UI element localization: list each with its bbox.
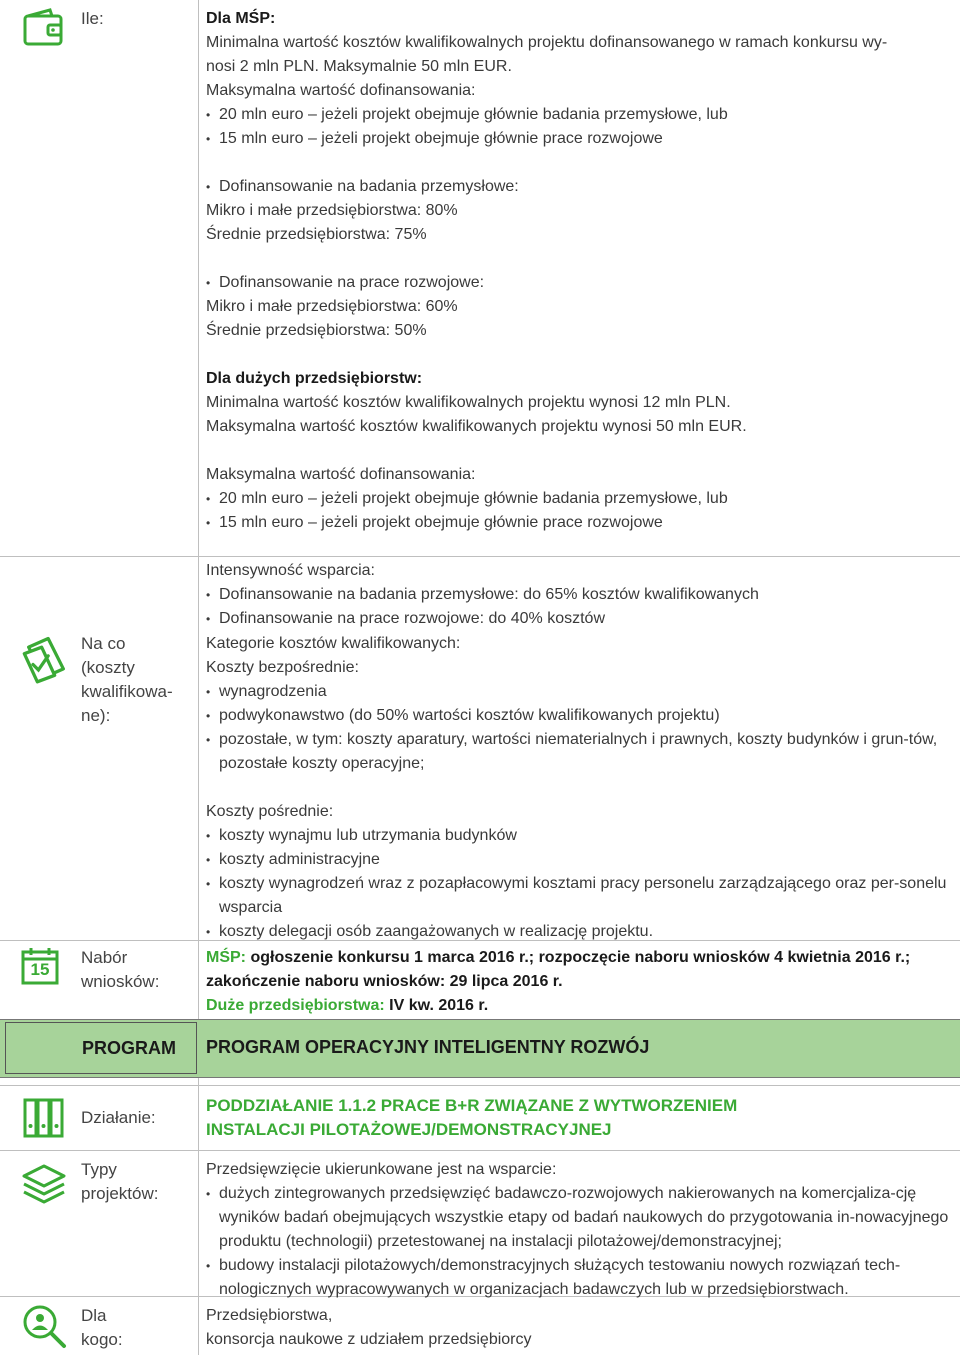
- list-item: • 15 mln euro – jeżeli projekt obejmuje głównie prace rozwojowe: [206, 511, 951, 535]
- calendar-number: 15: [30, 960, 50, 979]
- list-item: • Dofinansowanie na badania przemysłowe: do 65% kosztów kwalifikowanych: [206, 583, 951, 607]
- list-item: • koszty wynagrodzeń wraz z pozapłacowymi kosztami pracy personelu zarządzającego oraz per-sonelu wsparcia: [206, 872, 951, 920]
- badania-line: Mikro i małe przedsiębiorstwa: 80%: [206, 202, 458, 219]
- list-item: • 20 mln euro – jeżeli projekt obejmuje głównie badania przemysłowe, lub: [206, 103, 951, 127]
- direct-list: [206, 680, 951, 776]
- list-item: • 15 mln euro – jeżeli projekt obejmuje głównie prace rozwojowe: [206, 127, 951, 151]
- large-heading: Dla dużych przedsiębiorstw:: [206, 370, 423, 387]
- msp-max-list: [206, 103, 951, 151]
- layers-icon: [20, 1160, 68, 1208]
- intensity-heading: Intensywność wsparcia:: [206, 562, 375, 579]
- binders-icon: [20, 1094, 68, 1142]
- label-typy: Typy projektów:: [81, 1160, 159, 1203]
- typy-list: [206, 1182, 951, 1302]
- prace-list: [206, 271, 951, 295]
- list-item: • koszty administracyjne: [206, 848, 951, 872]
- dlakogo-line: Przedsiębiorstwa,: [206, 1307, 333, 1324]
- prace-line: Mikro i małe przedsiębiorstwa: 60%: [206, 298, 458, 315]
- intensity-list: [206, 583, 951, 631]
- label-dzialanie: Działanie:: [81, 1108, 156, 1127]
- indirect-list: [206, 824, 951, 944]
- list-item: • Dofinansowanie na prace rozwojowe: do 40% kosztów: [206, 607, 951, 631]
- list-item: • koszty wynajmu lub utrzymania budynków: [206, 824, 951, 848]
- calendar-icon: [20, 946, 60, 986]
- ile-content: [206, 7, 951, 631]
- row-divider-typy: [0, 1150, 960, 1151]
- list-item: • Dofinansowanie na badania przemysłowe:: [206, 175, 951, 199]
- msp-min-line-1: Minimalna wartość kosztów kwalifikowalnych projektu dofinansowanego w ramach konkursu wy-: [206, 34, 888, 51]
- program-banner: [0, 1019, 960, 1078]
- list-item: • Dofinansowanie na prace rozwojowe:: [206, 271, 951, 295]
- categories-heading: Kategorie kosztów kwalifikowanych:: [206, 635, 461, 652]
- dzialanie-title-2: INSTALACJI PILOTAŻOWEJ/DEMONSTRACYJNEJ: [206, 1120, 612, 1139]
- label-ile: Ile:: [81, 9, 104, 28]
- dzialanie-title-1: PODDZIAŁANIE 1.1.2 PRACE B+R ZWIĄZANE Z WYTWORZENIEM: [206, 1096, 738, 1115]
- badania-line: Średnie przedsiębiorstwa: 75%: [206, 226, 427, 243]
- dlakogo-line: konsorcja naukowe z udziałem przedsiębiorcy: [206, 1331, 532, 1348]
- column-divider-top: [198, 0, 199, 1019]
- typy-intro: Przedsięwzięcie ukierunkowane jest na wsparcie:: [206, 1161, 557, 1178]
- list-item: • wynagrodzenia: [206, 680, 951, 704]
- dlakogo-content: [206, 1304, 951, 1352]
- msp-min-line-2: nosi 2 mln PLN. Maksymalnie 50 mln EUR.: [206, 58, 512, 75]
- row-divider-dzialanie: [0, 1085, 960, 1086]
- prace-line: Średnie przedsiębiorstwa: 50%: [206, 322, 427, 339]
- magnifier-person-icon: [20, 1302, 68, 1350]
- large-max-list: [206, 487, 951, 535]
- program-label-box: [5, 1022, 197, 1074]
- dzialanie-content: [206, 1094, 951, 1142]
- checklist-icon: [20, 632, 72, 684]
- column-divider-bottom: [198, 1077, 199, 1355]
- msp-heading: Dla MŚP:: [206, 10, 276, 27]
- program-label: PROGRAM: [82, 1038, 176, 1058]
- large-line: Maksymalna wartość kosztów kwalifikowanych projektu wynosi 50 mln EUR.: [206, 418, 747, 435]
- list-item: • pozostałe, w tym: koszty aparatury, wartości niematerialnych i prawnych, koszty budynków i grun-tów, pozostałe koszty operacyjne;: [206, 728, 951, 776]
- wallet-icon: [20, 6, 68, 54]
- large-line: Minimalna wartość kosztów kwalifikowalnych projektu wynosi 12 mln PLN.: [206, 394, 731, 411]
- nabor-msp-prefix: MŚP:: [206, 949, 246, 966]
- nabor-msp-text: ogłoszenie konkursu 1 marca 2016 r.; rozpoczęcie naboru wniosków 4 kwietnia 2016 r.; zakończenie naboru wniosków: 29 lipca 2016 r.: [206, 949, 911, 990]
- list-item: • koszty delegacji osób zaangażowanych w realizację projektu.: [206, 920, 951, 944]
- direct-heading: Koszty bezpośrednie:: [206, 659, 359, 676]
- program-value: PROGRAM OPERACYJNY INTELIGENTNY ROZWÓJ: [206, 1037, 650, 1057]
- nabor-large-prefix: Duże przedsiębiorstwa:: [206, 997, 385, 1014]
- label-nabor: Nabór wniosków:: [81, 948, 160, 991]
- list-item: • dużych zintegrowanych przedsięwzięć badawczo-rozwojowych nakierowanych na komercjaliza-cję wyników badań obejmujących wszystkie etapy od badań naukowych do przygotowania in-nowacyjnego produktu (technologii) przetestowanej na instalacji pilotażowej/demonstracyjnej;: [206, 1182, 951, 1254]
- msp-max-heading: Maksymalna wartość dofinansowania:: [206, 82, 476, 99]
- indirect-heading: Koszty pośrednie:: [206, 803, 334, 820]
- list-item: • budowy instalacji pilotażowych/demonstracyjnych służących testowaniu nowych rozwiązań tech-nologicznych wypracowywanych w organizacjach badawczych lub w przedsiębiorstwach.: [206, 1254, 951, 1302]
- label-naco: Na co (koszty kwalifikowa- ne):: [81, 634, 173, 725]
- list-item: • podwykonawstwo (do 50% wartości kosztów kwalifikowanych projektu): [206, 704, 951, 728]
- naco-content: [206, 632, 951, 944]
- badania-list: [206, 175, 951, 199]
- label-dlakogo: Dla kogo:: [81, 1306, 123, 1349]
- nabor-content: [206, 946, 951, 1018]
- list-item: • 20 mln euro – jeżeli projekt obejmuje głównie badania przemysłowe, lub: [206, 487, 951, 511]
- typy-content: [206, 1158, 951, 1302]
- nabor-large-text: IV kw. 2016 r.: [389, 997, 489, 1014]
- large-max-heading: Maksymalna wartość dofinansowania:: [206, 466, 476, 483]
